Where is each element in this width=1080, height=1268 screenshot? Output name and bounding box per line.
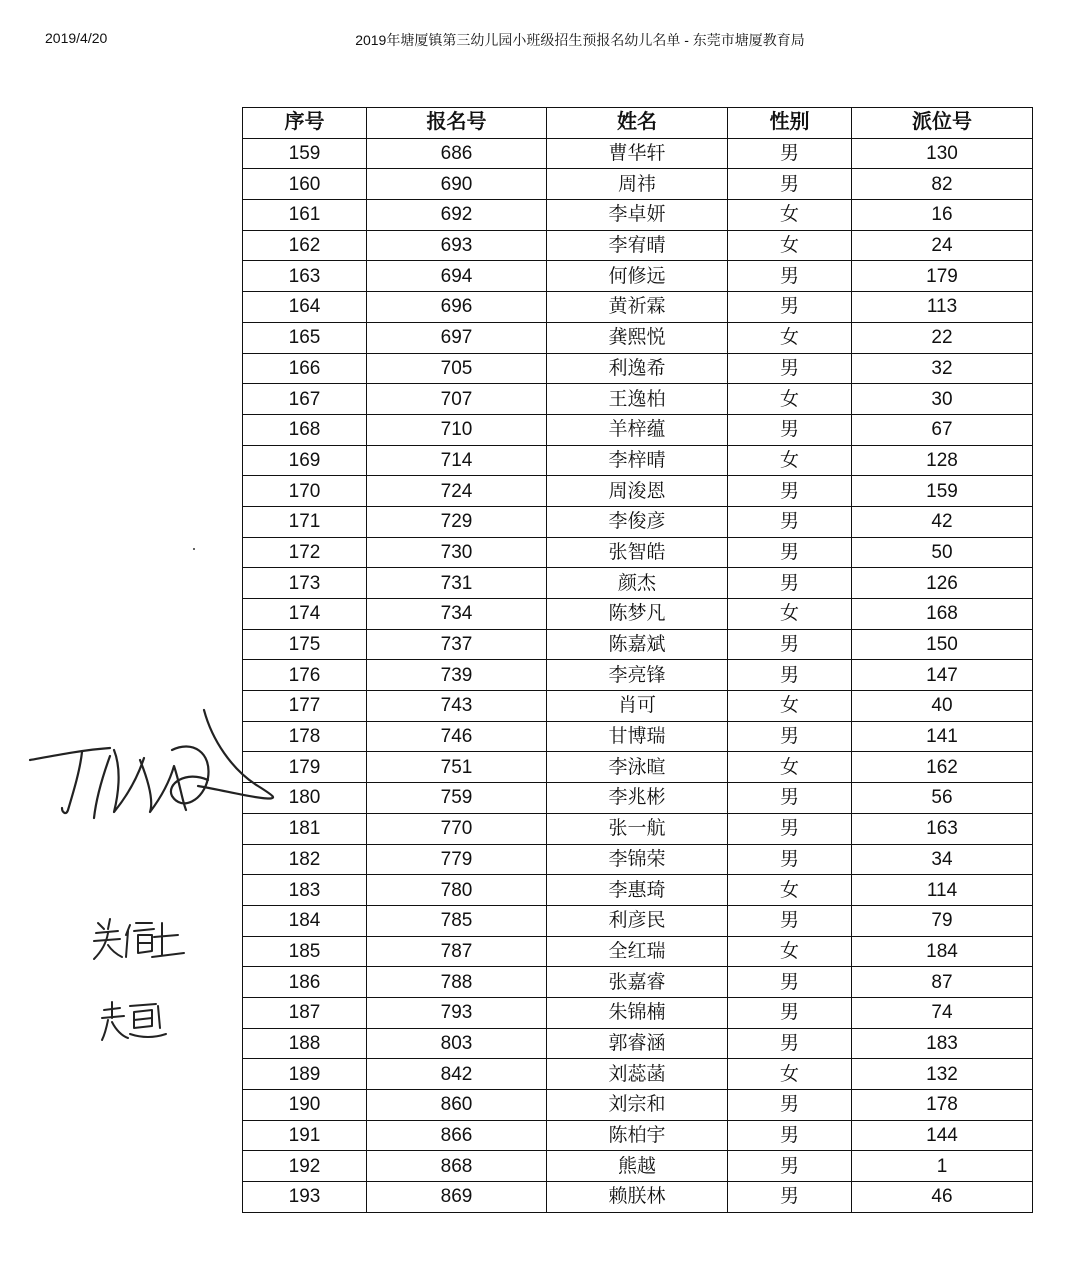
cell-lottery-no: 114 xyxy=(852,875,1033,906)
cell-index: 167 xyxy=(243,384,367,415)
cell-name: 周祎 xyxy=(547,169,728,200)
cell-index: 177 xyxy=(243,691,367,722)
table-row xyxy=(243,169,1033,200)
table-row xyxy=(243,691,1033,722)
cell-name: 陈嘉斌 xyxy=(547,629,728,660)
cell-name: 利彦民 xyxy=(547,905,728,936)
table-row xyxy=(243,506,1033,537)
cell-name: 利逸希 xyxy=(547,353,728,384)
table-row xyxy=(243,905,1033,936)
cell-gender: 男 xyxy=(728,506,852,537)
signature-2 xyxy=(92,915,188,965)
table-row xyxy=(243,476,1033,507)
cell-gender: 女 xyxy=(728,752,852,783)
cell-lottery-no: 147 xyxy=(852,660,1033,691)
table-row xyxy=(243,660,1033,691)
cell-name: 陈柏宇 xyxy=(547,1120,728,1151)
col-header-registration-no: 报名号 xyxy=(367,108,547,139)
cell-gender: 女 xyxy=(728,200,852,231)
cell-lottery-no: 132 xyxy=(852,1059,1033,1090)
table-row xyxy=(243,599,1033,630)
cell-lottery-no: 150 xyxy=(852,629,1033,660)
cell-index: 193 xyxy=(243,1182,367,1213)
cell-index: 173 xyxy=(243,568,367,599)
cell-index: 169 xyxy=(243,445,367,476)
cell-name: 李兆彬 xyxy=(547,783,728,814)
cell-index: 185 xyxy=(243,936,367,967)
table-row xyxy=(243,537,1033,568)
table-row xyxy=(243,875,1033,906)
cell-name: 张嘉睿 xyxy=(547,967,728,998)
table-row xyxy=(243,1090,1033,1121)
cell-name: 朱锦楠 xyxy=(547,997,728,1028)
cell-name: 张一航 xyxy=(547,813,728,844)
cell-registration-no: 737 xyxy=(367,629,547,660)
cell-name: 周浚恩 xyxy=(547,476,728,507)
cell-registration-no: 743 xyxy=(367,691,547,722)
cell-index: 161 xyxy=(243,200,367,231)
table-header-row xyxy=(243,108,1033,139)
cell-gender: 女 xyxy=(728,445,852,476)
cell-gender: 男 xyxy=(728,138,852,169)
cell-index: 192 xyxy=(243,1151,367,1182)
cell-name: 颜杰 xyxy=(547,568,728,599)
cell-registration-no: 724 xyxy=(367,476,547,507)
cell-lottery-no: 128 xyxy=(852,445,1033,476)
cell-lottery-no: 168 xyxy=(852,599,1033,630)
table-row xyxy=(243,783,1033,814)
cell-lottery-no: 82 xyxy=(852,169,1033,200)
cell-gender: 女 xyxy=(728,230,852,261)
cell-gender: 男 xyxy=(728,905,852,936)
cell-lottery-no: 183 xyxy=(852,1028,1033,1059)
cell-gender: 男 xyxy=(728,476,852,507)
cell-name: 刘蕊菡 xyxy=(547,1059,728,1090)
cell-gender: 女 xyxy=(728,875,852,906)
table-row xyxy=(243,844,1033,875)
cell-index: 190 xyxy=(243,1090,367,1121)
table-row xyxy=(243,1151,1033,1182)
cell-gender: 女 xyxy=(728,599,852,630)
cell-index: 172 xyxy=(243,537,367,568)
cell-gender: 男 xyxy=(728,783,852,814)
cell-registration-no: 780 xyxy=(367,875,547,906)
cell-name: 李泳暄 xyxy=(547,752,728,783)
cell-index: 168 xyxy=(243,414,367,445)
cell-registration-no: 785 xyxy=(367,905,547,936)
cell-lottery-no: 130 xyxy=(852,138,1033,169)
signature-3 xyxy=(100,1000,170,1044)
cell-name: 刘宗和 xyxy=(547,1090,728,1121)
cell-gender: 男 xyxy=(728,1028,852,1059)
cell-registration-no: 868 xyxy=(367,1151,547,1182)
cell-gender: 男 xyxy=(728,997,852,1028)
cell-lottery-no: 178 xyxy=(852,1090,1033,1121)
cell-gender: 女 xyxy=(728,691,852,722)
cell-name: 李亮锋 xyxy=(547,660,728,691)
cell-lottery-no: 50 xyxy=(852,537,1033,568)
cell-index: 176 xyxy=(243,660,367,691)
table-row xyxy=(243,629,1033,660)
cell-lottery-no: 1 xyxy=(852,1151,1033,1182)
cell-gender: 男 xyxy=(728,353,852,384)
table-row xyxy=(243,200,1033,231)
cell-lottery-no: 179 xyxy=(852,261,1033,292)
cell-registration-no: 710 xyxy=(367,414,547,445)
cell-registration-no: 734 xyxy=(367,599,547,630)
table-row xyxy=(243,1120,1033,1151)
cell-index: 178 xyxy=(243,721,367,752)
cell-gender: 男 xyxy=(728,568,852,599)
cell-lottery-no: 113 xyxy=(852,292,1033,323)
cell-index: 191 xyxy=(243,1120,367,1151)
cell-registration-no: 860 xyxy=(367,1090,547,1121)
cell-index: 162 xyxy=(243,230,367,261)
cell-gender: 女 xyxy=(728,322,852,353)
cell-registration-no: 803 xyxy=(367,1028,547,1059)
cell-gender: 男 xyxy=(728,660,852,691)
cell-registration-no: 697 xyxy=(367,322,547,353)
cell-name: 李俊彦 xyxy=(547,506,728,537)
cell-index: 186 xyxy=(243,967,367,998)
cell-name: 李锦荣 xyxy=(547,844,728,875)
cell-index: 189 xyxy=(243,1059,367,1090)
cell-lottery-no: 79 xyxy=(852,905,1033,936)
cell-index: 159 xyxy=(243,138,367,169)
col-header-gender: 性别 xyxy=(728,108,852,139)
table-row xyxy=(243,1182,1033,1213)
cell-registration-no: 690 xyxy=(367,169,547,200)
cell-lottery-no: 40 xyxy=(852,691,1033,722)
col-header-name: 姓名 xyxy=(547,108,728,139)
cell-registration-no: 751 xyxy=(367,752,547,783)
cell-gender: 男 xyxy=(728,169,852,200)
table-row xyxy=(243,138,1033,169)
cell-registration-no: 731 xyxy=(367,568,547,599)
table-row xyxy=(243,997,1033,1028)
cell-lottery-no: 67 xyxy=(852,414,1033,445)
cell-name: 王逸柏 xyxy=(547,384,728,415)
col-header-lottery-no: 派位号 xyxy=(852,108,1033,139)
cell-lottery-no: 162 xyxy=(852,752,1033,783)
cell-registration-no: 729 xyxy=(367,506,547,537)
cell-registration-no: 739 xyxy=(367,660,547,691)
cell-gender: 女 xyxy=(728,936,852,967)
cell-registration-no: 779 xyxy=(367,844,547,875)
cell-name: 赖朕林 xyxy=(547,1182,728,1213)
cell-index: 166 xyxy=(243,353,367,384)
cell-index: 182 xyxy=(243,844,367,875)
cell-registration-no: 788 xyxy=(367,967,547,998)
table-row xyxy=(243,322,1033,353)
cell-gender: 男 xyxy=(728,261,852,292)
cell-gender: 男 xyxy=(728,813,852,844)
cell-lottery-no: 34 xyxy=(852,844,1033,875)
cell-lottery-no: 141 xyxy=(852,721,1033,752)
cell-lottery-no: 42 xyxy=(852,506,1033,537)
table-row xyxy=(243,721,1033,752)
cell-registration-no: 705 xyxy=(367,353,547,384)
cell-index: 180 xyxy=(243,783,367,814)
cell-index: 179 xyxy=(243,752,367,783)
cell-name: 张智皓 xyxy=(547,537,728,568)
table-row xyxy=(243,813,1033,844)
cell-gender: 男 xyxy=(728,721,852,752)
cell-index: 174 xyxy=(243,599,367,630)
cell-lottery-no: 159 xyxy=(852,476,1033,507)
table-row xyxy=(243,967,1033,998)
col-header-index: 序号 xyxy=(243,108,367,139)
cell-gender: 女 xyxy=(728,1059,852,1090)
table-row xyxy=(243,1059,1033,1090)
cell-registration-no: 869 xyxy=(367,1182,547,1213)
cell-index: 160 xyxy=(243,169,367,200)
cell-name: 曹华轩 xyxy=(547,138,728,169)
table-row xyxy=(243,353,1033,384)
cell-registration-no: 686 xyxy=(367,138,547,169)
table-row xyxy=(243,230,1033,261)
cell-lottery-no: 74 xyxy=(852,997,1033,1028)
cell-lottery-no: 22 xyxy=(852,322,1033,353)
table-row xyxy=(243,752,1033,783)
signature-1 xyxy=(22,700,284,830)
table-row xyxy=(243,936,1033,967)
cell-index: 188 xyxy=(243,1028,367,1059)
cell-gender: 男 xyxy=(728,292,852,323)
cell-index: 181 xyxy=(243,813,367,844)
cell-registration-no: 692 xyxy=(367,200,547,231)
cell-name: 熊越 xyxy=(547,1151,728,1182)
cell-lottery-no: 46 xyxy=(852,1182,1033,1213)
cell-name: 肖可 xyxy=(547,691,728,722)
cell-registration-no: 693 xyxy=(367,230,547,261)
cell-gender: 男 xyxy=(728,629,852,660)
cell-lottery-no: 87 xyxy=(852,967,1033,998)
cell-lottery-no: 16 xyxy=(852,200,1033,231)
cell-name: 何修远 xyxy=(547,261,728,292)
cell-name: 李卓妍 xyxy=(547,200,728,231)
cell-name: 李惠琦 xyxy=(547,875,728,906)
cell-gender: 男 xyxy=(728,537,852,568)
enrollment-table xyxy=(242,107,1033,1213)
table-row xyxy=(243,384,1033,415)
cell-lottery-no: 184 xyxy=(852,936,1033,967)
cell-lottery-no: 32 xyxy=(852,353,1033,384)
cell-registration-no: 746 xyxy=(367,721,547,752)
print-date: 2019/4/20 xyxy=(45,30,108,46)
cell-name: 龚熙悦 xyxy=(547,322,728,353)
cell-gender: 男 xyxy=(728,1120,852,1151)
cell-gender: 男 xyxy=(728,1182,852,1213)
cell-registration-no: 842 xyxy=(367,1059,547,1090)
cell-registration-no: 707 xyxy=(367,384,547,415)
cell-index: 183 xyxy=(243,875,367,906)
page-title: 2019年塘厦镇第三幼儿园小班级招生预报名幼儿名单 - 东莞市塘厦教育局 xyxy=(355,32,805,48)
cell-name: 黄祈霖 xyxy=(547,292,728,323)
cell-gender: 男 xyxy=(728,1090,852,1121)
cell-registration-no: 793 xyxy=(367,997,547,1028)
cell-registration-no: 694 xyxy=(367,261,547,292)
cell-name: 李宥晴 xyxy=(547,230,728,261)
cell-registration-no: 696 xyxy=(367,292,547,323)
cell-lottery-no: 144 xyxy=(852,1120,1033,1151)
cell-name: 李梓晴 xyxy=(547,445,728,476)
cell-index: 163 xyxy=(243,261,367,292)
scan-speck xyxy=(193,548,195,550)
table-row xyxy=(243,414,1033,445)
cell-lottery-no: 126 xyxy=(852,568,1033,599)
cell-name: 陈梦凡 xyxy=(547,599,728,630)
cell-lottery-no: 163 xyxy=(852,813,1033,844)
cell-index: 171 xyxy=(243,506,367,537)
cell-gender: 男 xyxy=(728,967,852,998)
table-row xyxy=(243,1028,1033,1059)
cell-lottery-no: 56 xyxy=(852,783,1033,814)
cell-name: 郭睿涵 xyxy=(547,1028,728,1059)
cell-lottery-no: 30 xyxy=(852,384,1033,415)
cell-registration-no: 866 xyxy=(367,1120,547,1151)
cell-gender: 男 xyxy=(728,1151,852,1182)
cell-lottery-no: 24 xyxy=(852,230,1033,261)
cell-index: 187 xyxy=(243,997,367,1028)
cell-index: 184 xyxy=(243,905,367,936)
cell-index: 170 xyxy=(243,476,367,507)
cell-gender: 男 xyxy=(728,414,852,445)
cell-gender: 男 xyxy=(728,844,852,875)
cell-registration-no: 759 xyxy=(367,783,547,814)
cell-registration-no: 787 xyxy=(367,936,547,967)
cell-name: 羊梓蕴 xyxy=(547,414,728,445)
cell-index: 164 xyxy=(243,292,367,323)
cell-name: 甘博瑞 xyxy=(547,721,728,752)
cell-name: 全红瑞 xyxy=(547,936,728,967)
cell-index: 165 xyxy=(243,322,367,353)
cell-registration-no: 770 xyxy=(367,813,547,844)
cell-registration-no: 730 xyxy=(367,537,547,568)
table-body xyxy=(243,138,1033,1212)
cell-index: 175 xyxy=(243,629,367,660)
table-row xyxy=(243,261,1033,292)
table-row xyxy=(243,292,1033,323)
cell-registration-no: 714 xyxy=(367,445,547,476)
table-row xyxy=(243,445,1033,476)
table-row xyxy=(243,568,1033,599)
cell-gender: 女 xyxy=(728,384,852,415)
